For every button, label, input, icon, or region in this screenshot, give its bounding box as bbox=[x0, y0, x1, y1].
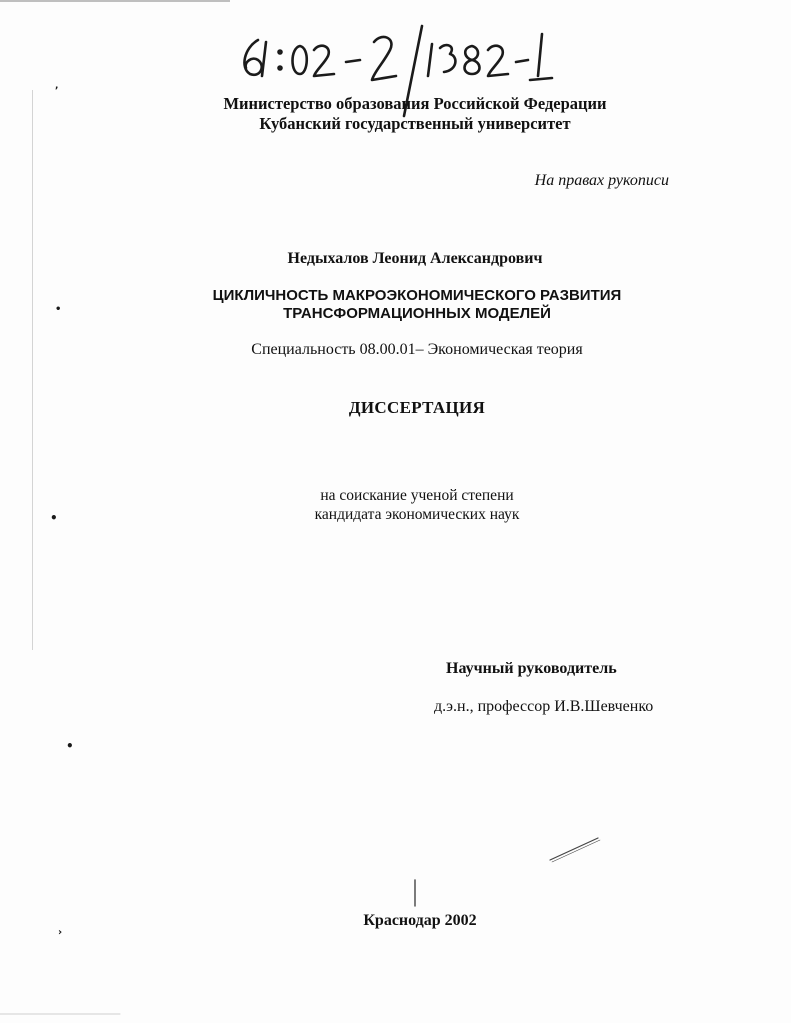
city-and-year: Краснодар 2002 bbox=[363, 912, 477, 929]
scan-speck: , bbox=[55, 81, 59, 91]
author-name: Недыхалов Леонид Александрович bbox=[287, 250, 543, 267]
title-line-2: ТРАНСФОРМАЦИОННЫХ МОДЕЛЕЙ bbox=[283, 305, 551, 322]
left-margin-line bbox=[32, 90, 33, 650]
scan-speck: • bbox=[66, 739, 74, 753]
scan-speck: › bbox=[58, 927, 63, 938]
supervisor-label: Научный руководитель bbox=[446, 660, 617, 677]
university-name: Кубанский государственный университет bbox=[259, 114, 571, 133]
degree-line-2: кандидата экономических наук bbox=[314, 506, 520, 523]
scan-speck: • bbox=[55, 304, 62, 315]
manuscript-rights-note: На правах рукописи bbox=[534, 172, 669, 189]
pencil-stroke bbox=[552, 840, 600, 862]
scan-edge-line bbox=[0, 0, 230, 2]
ministry-name: Министерство образования Российской Федерации bbox=[223, 94, 607, 113]
specialty-line: Специальность 08.00.01– Экономическая теория bbox=[251, 341, 583, 358]
degree-line-1: на соискание ученой степени bbox=[320, 487, 514, 504]
supervisor-name: д.э.н., профессор И.В.Шевченко bbox=[434, 698, 654, 715]
title-line-1: ЦИКЛИЧНОСТЬ МАКРОЭКОНОМИЧЕСКОГО РАЗВИТИЯ bbox=[212, 287, 622, 304]
dissertation-title bbox=[150, 287, 684, 323]
ministry-header bbox=[150, 94, 680, 134]
pencil-stroke bbox=[550, 838, 598, 860]
degree-statement bbox=[150, 486, 684, 524]
document-type-heading: ДИССЕРТАЦИЯ bbox=[348, 398, 486, 417]
scan-speck: • bbox=[50, 511, 58, 525]
